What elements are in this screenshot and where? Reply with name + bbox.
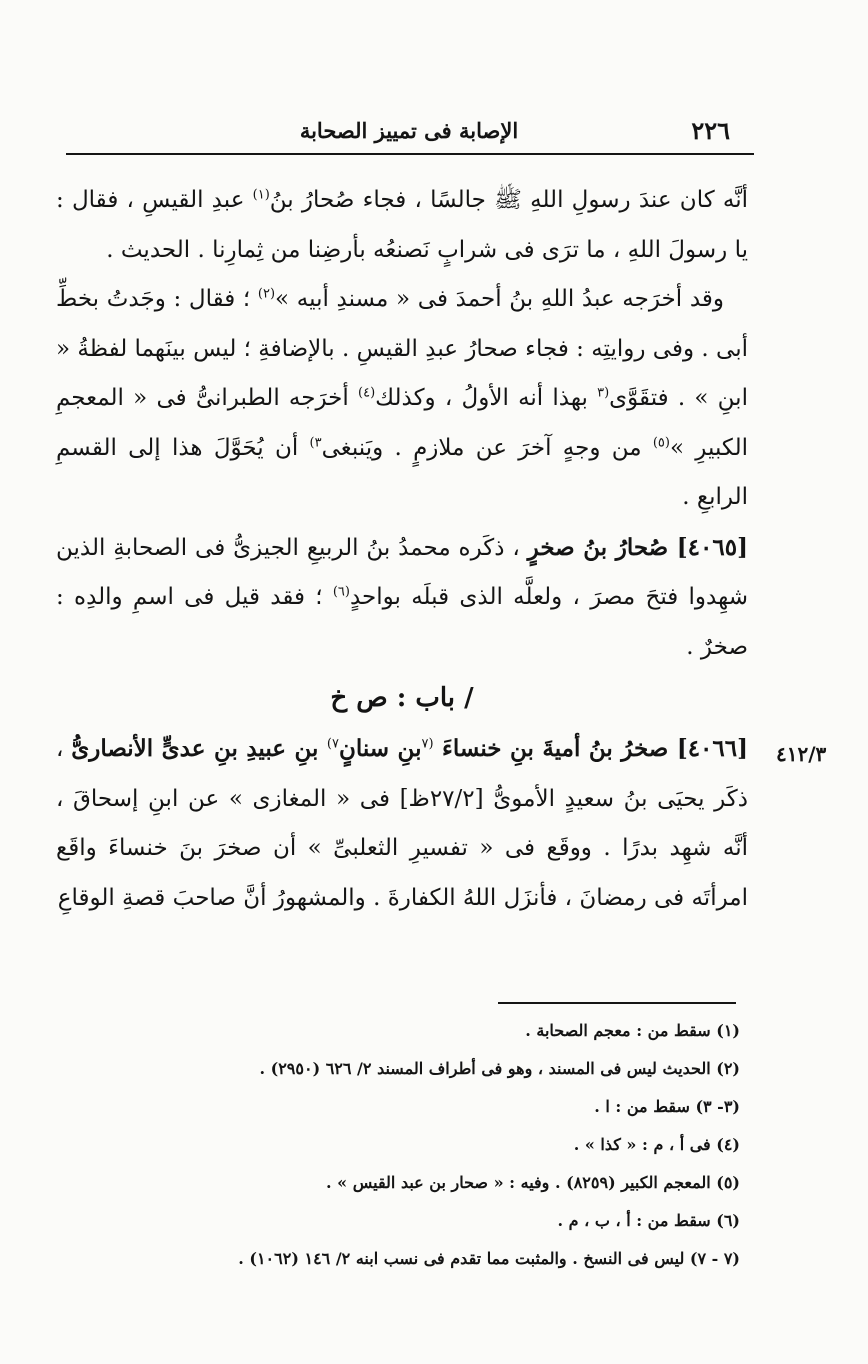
footnote: (٥) المعجم الكبير (٨٢٥٩) . وفيه : « صحار بن عبد القيس » . (326, 1173, 740, 1192)
footnote: (٧ - ٧) ليس فى النسخ . والمثبت مما تقدم فى نسب ابنه ٢/ ١٤٦ (١٠٦٢) . (238, 1249, 740, 1268)
entry-4066: [٤٠٦٦] صخرُ بنُ أميةَ بنِ خنساءَ $^{(٧}$بنِ سنانٍ$^{٧)}$ بنِ عبيدِ بنِ عدىٍّ الأنصارىُّ ، ذكَر يحيَى بنُ سعيدٍ الأموىُّ [٢٧/٢ظ] فى « المغازى » عن ابنِ إسحاقَ ، أنَّه شهِد بدرًا . ووقَع فى « تفسيرِ الثعلبىِّ » أن صخرَ بنَ خنساءَ واقَع امرأتَه فى رمضانَ ، فأنزَل اللهُ الكفارةَ . والمشهورُ أنَّ صاحبَ قصةِ الوقاعِ (56, 735, 749, 911)
footnote-ref: ٧) (326, 736, 339, 752)
page-number: ٢٢٦ (691, 116, 730, 145)
footnote: (٣- ٣) سقط من : ا . (594, 1097, 740, 1116)
footnote: (٢) الحديث ليس فى المسند ، وهو فى أطراف المسند ٢/ ٦٢٦ (٢٩٥٠) . (259, 1059, 740, 1078)
section-heading: / باب : ص خ (330, 683, 474, 713)
footnote-ref: (٥) (652, 434, 670, 450)
paragraph-takhrij: وقد أخرَجه عبدُ اللهِ بنُ أحمدَ فى « مسندِ أبيه »$^{(٢)}$ ؛ فقال : وجَدتُ بخطِّ أبى . وفى روايتِه : فجاء صحارُ عبدِ القيسِ . بالإضافةِ ؛ ليس بينَهما لفظةُ « ابنِ » . فتقَوَّى$^{(٣}$ بهذا أنه الأولُ ، وكذلك$^{(٤)}$ أخرَجه الطبرانىُّ فى « المعجمِ الكبيرِ »$^{(٥)}$ من وجهٍ آخرَ عن ملازمٍ . ويَنبغى$^{٣)}$ أن يُحَوَّلَ هذا إلى القسمِ الرابعِ . (56, 286, 748, 510)
main-text (56, 176, 748, 923)
footnote: (٦) سقط من : أ ، ب ، م . (557, 1211, 740, 1230)
footnote-ref: (١) (252, 187, 270, 203)
page-header (68, 112, 750, 152)
margin-reference: ٤١٢/٣ (776, 742, 827, 766)
footnote-ref: (٧ (421, 736, 434, 752)
paragraph-hadith: أنَّه كان عندَ رسولِ اللهِ ﷺ جالسًا ، فجاء صُحارُ بنُ$^{(١)}$ عبدِ القيسِ ، فقال : يا رسولَ اللهِ ، ما ترَى فى شرابٍ نَصنعُه بأرضِنا من ثِمارِنا . الحديث . (56, 187, 748, 263)
footnote: (١) سقط من : معجم الصحابة . (525, 1021, 740, 1040)
footnote: (٤) فى أ ، م : « كذا » . (573, 1135, 740, 1154)
entry-name: صُحارُ بنُ صخرٍ (527, 533, 677, 561)
entry-number: [٤٠٦٥] (676, 533, 748, 561)
footnote-ref: (٢) (257, 286, 276, 302)
header-rule (66, 153, 754, 155)
footnote-ref: (٤) (358, 385, 376, 401)
footnote-ref: (٣ (597, 385, 610, 401)
footnote-ref: (٦) (332, 584, 350, 600)
entry-name: صخرُ بنُ أميةَ بنِ خنساءَ (433, 735, 677, 762)
footnote-ref: ٣) (309, 434, 322, 450)
footnote-rule (498, 1002, 736, 1004)
entry-4065: [٤٠٦٥] صُحارُ بنُ صخرٍ ، ذكَره محمدُ بنُ الربيعِ الجيزىُّ فى الصحابةِ الذين شهِدوا فتحَ مصرَ ، ولعلَّه الذى قبلَه بواحدٍ$^{(٦)}$ ؛ فقد قيل فى اسمِ والدِه : صخرٌ . (56, 533, 748, 660)
running-title: الإصابة فى تمييز الصحابة (299, 118, 519, 143)
entry-number: [٤٠٦٦] (676, 735, 749, 762)
footnotes (100, 1012, 740, 1278)
